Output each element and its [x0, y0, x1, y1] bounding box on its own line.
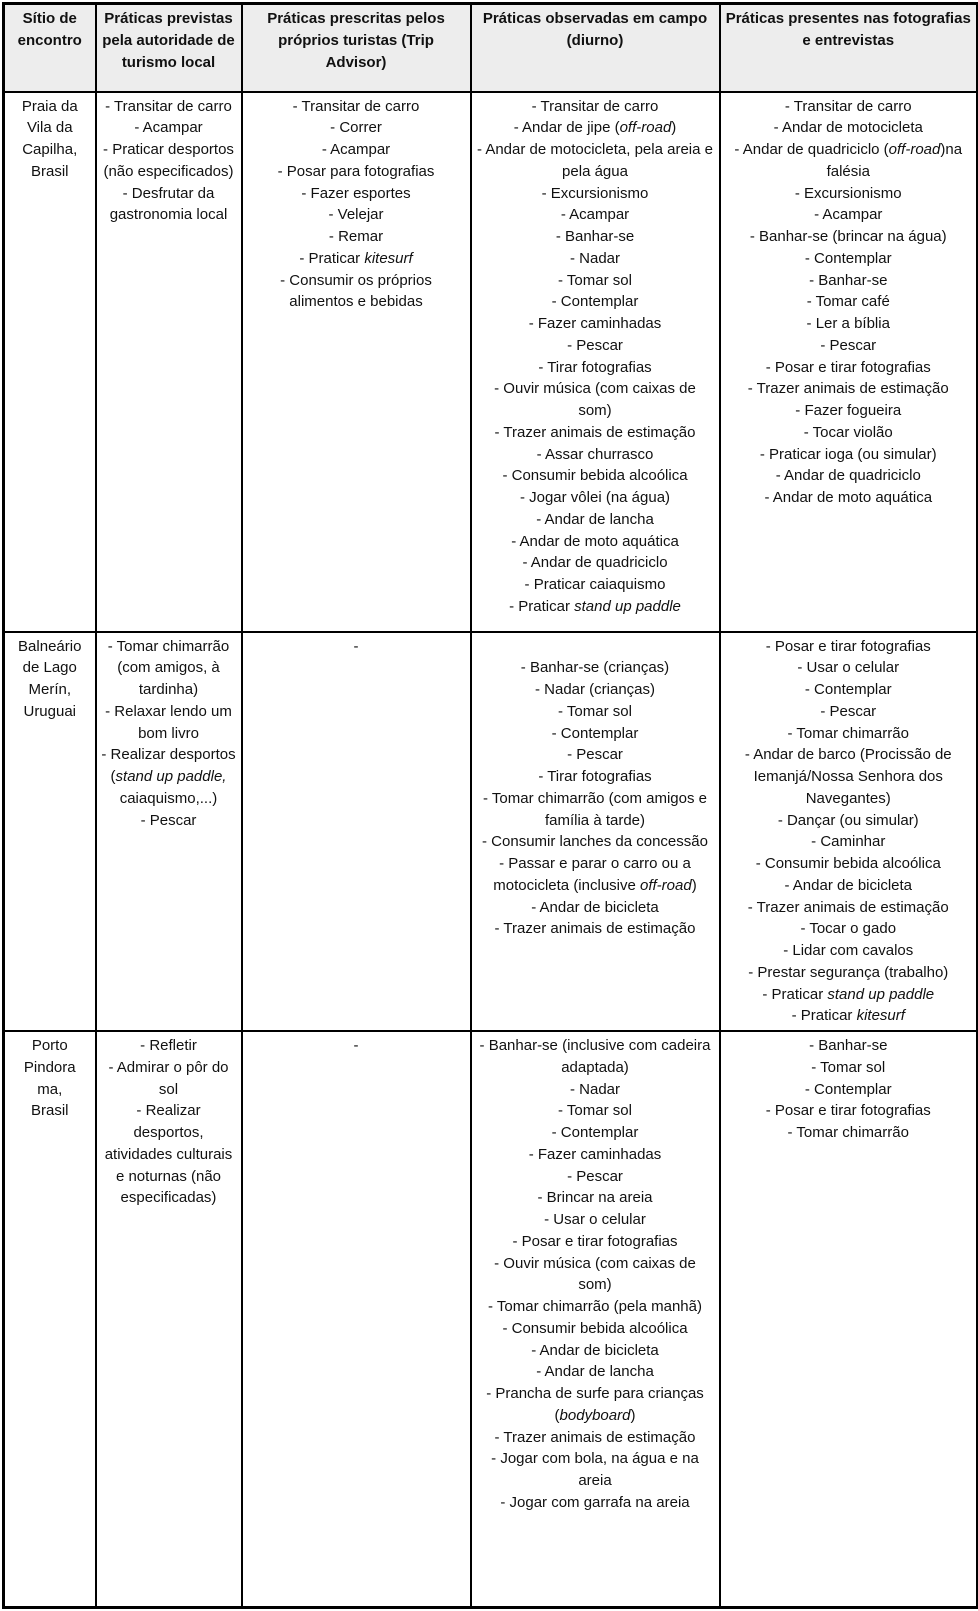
practice-item: - Pescar [820, 336, 877, 354]
practice-item: - Banhar-se (inclusive com cadeira adaptada) [479, 1037, 711, 1076]
practice-item: - Andar de lancha [536, 510, 654, 528]
practice-item: - Ouvir música (com caixas de som) [494, 1254, 696, 1294]
observed-cell [471, 632, 720, 1032]
practice-item: - Contemplar [551, 293, 639, 311]
tripadvisor-cell [242, 1031, 471, 1607]
practice-item: - Andar de quadriciclo (off-road)na falésia [734, 141, 963, 180]
practice-item: - Dançar (ou simular) [777, 811, 919, 829]
practice-item: - Andar de lancha [536, 1363, 654, 1381]
practice-item: - Tirar fotografias [538, 768, 652, 785]
practice-item: - Contemplar [804, 681, 892, 698]
practice-item: - Assar churrasco [536, 445, 654, 463]
practice-item: - Caminhar [811, 833, 886, 851]
site-line: Merín, [28, 681, 71, 698]
practice-item: - Velejar [328, 206, 384, 224]
practice-item: - Andar de bicicleta [531, 1341, 659, 1359]
practice-item: - Contemplar [804, 249, 892, 267]
header-row [4, 4, 978, 92]
authority-cell [96, 1031, 242, 1607]
tripadvisor-cell [242, 92, 471, 632]
practice-item: - Contemplar [551, 724, 639, 742]
practice-item: - Ouvir música (com caixas de som) [494, 380, 696, 419]
practice-item: - Consumir bebida alcoólica [502, 467, 688, 485]
site-line: Brasil [30, 162, 69, 180]
practice-item: - Praticar kitesurf [791, 1007, 905, 1025]
practice-item: - Andar de jipe (off-road) [513, 119, 677, 137]
practice-item: - Transitar de carro [105, 97, 232, 115]
practice-item: - Praticar desportos (não especificados) [103, 141, 234, 180]
practice-item: - Posar e tirar fotografias [512, 1232, 678, 1250]
practice-item: - Praticar stand up paddle [762, 985, 935, 1003]
practice-item: - Tomar chimarrão (com amigos e família à tarde) [483, 789, 707, 829]
practice-item: - Fazer caminhadas [528, 315, 662, 332]
table-row [4, 632, 978, 1032]
practice-item: - Banhar-se [555, 228, 635, 245]
observed-cell [471, 1031, 720, 1607]
practice-item: - Posar para fotografias [277, 162, 435, 180]
site-cell [4, 92, 96, 632]
observed-cell [471, 92, 720, 632]
practice-item: - Andar de moto aquática [764, 489, 933, 506]
practice-item: - Tomar café [806, 293, 890, 311]
practice-item: - Consumir bebida alcoólica [755, 855, 941, 872]
practice-item: - Trazer animais de estimação [747, 898, 949, 916]
practice-item: - Acampar [134, 119, 203, 137]
practice-item: - Andar de motocicleta, pela areia e pela água [477, 141, 713, 180]
practice-item: - Nadar [569, 1080, 621, 1098]
practice-item: - Posar e tirar fotografias [765, 637, 931, 655]
practice-item: - Transitar de carro [292, 97, 420, 115]
practice-item: - Realizar desportos, atividades culturais e noturnas (não especificadas) [104, 1102, 233, 1207]
practice-item: - Posar e tirar fotografias [765, 1102, 931, 1120]
practice-item: - Remar [328, 228, 384, 245]
practice-item: - Banhar-se [809, 271, 888, 289]
practice-item: - [353, 637, 359, 655]
practice-item: - Fazer esportes [301, 184, 411, 202]
practice-item: - Pescar [820, 702, 877, 720]
practice-item: - Passar e parar o carro ou a motocicleta (inclusive off-road) [493, 855, 697, 894]
site-line: ma, [37, 1080, 63, 1098]
practice-item [476, 636, 715, 658]
header-authority: Práticas previstas pela autoridade de turismo local [96, 4, 242, 92]
practice-item: - Acampar [560, 206, 630, 224]
practice-item: - Andar de motocicleta [773, 119, 923, 137]
practice-item: - Trazer animais de estimação [494, 423, 696, 441]
practice-item: - Fazer fogueira [795, 402, 902, 419]
practice-item: - Realizar desportos (stand up paddle, caiaquismo,...) [101, 746, 236, 807]
practice-item: - Ler a bíblia [806, 315, 890, 332]
practice-item: - Pescar [567, 746, 623, 764]
header-observed: Práticas observadas em campo (diurno) [471, 4, 720, 92]
practice-item: - Andar de moto aquática [511, 532, 679, 550]
practice-item: - Tirar fotografias [538, 358, 652, 376]
practice-item: - Nadar [569, 249, 621, 267]
site-line: Vila da [26, 119, 73, 137]
practice-item: - Nadar (crianças) [534, 681, 656, 698]
practice-item: - Andar de quadriciclo [522, 554, 668, 572]
practice-item: - Acampar [814, 206, 883, 224]
practice-item: - Trazer animais de estimação [494, 1428, 696, 1446]
site-cell [4, 632, 96, 1032]
site-line: Praia da [21, 97, 78, 115]
practice-item: - Banhar-se (brincar na água) [749, 228, 947, 245]
practice-item: - Tomar chimarrão (pela manhã) [488, 1298, 702, 1315]
practice-item: - Usar o celular [544, 1211, 646, 1228]
practice-item: - Praticar caiaquismo [524, 576, 666, 593]
table-body [4, 92, 978, 1608]
practice-item: - Excursionismo [794, 184, 902, 202]
practice-item: - [353, 1037, 359, 1054]
practice-item: - Praticar ioga (ou simular) [759, 445, 937, 463]
practice-item: - Correr [330, 119, 382, 137]
table-row [4, 1031, 978, 1607]
practice-item: - Tomar sol [558, 271, 632, 289]
practice-item: - Jogar vôlei (na água) [519, 489, 671, 506]
practice-item: - Refletir [140, 1037, 197, 1054]
practice-item: - Contemplar [551, 1124, 639, 1141]
practice-item: - Admirar o pôr do sol [108, 1058, 229, 1098]
practice-item: - Andar de barco (Procissão de Iemanjá/Nossa Senhora dos Navegantes) [744, 746, 952, 807]
photos-cell [720, 632, 978, 1032]
authority-cell [96, 92, 242, 632]
practice-item: - Desfrutar da gastronomia local [109, 184, 228, 224]
practice-item: - Pescar [140, 811, 197, 829]
site-line: Brasil [30, 1102, 69, 1120]
practice-item: - Tomar chimarrão (com amigos, à tardinha) [107, 637, 230, 698]
practice-item: - Tocar violão [803, 423, 893, 441]
practice-item: - Prestar segurança (trabalho) [748, 963, 949, 981]
site-line: de Lago [22, 659, 77, 677]
practice-item: - Trazer animais de estimação [494, 920, 696, 938]
practice-item: - Jogar com bola, na água e na areia [491, 1450, 699, 1489]
practice-item: - Brincar na areia [537, 1189, 653, 1207]
practice-item: - Pescar [567, 1167, 623, 1185]
practice-item: - Lidar com cavalos [783, 942, 914, 959]
site-line: Pindora [23, 1058, 76, 1076]
practice-item: - Praticar stand up paddle [509, 597, 681, 615]
practice-item: - Transitar de carro [531, 97, 659, 115]
header-tripadvisor: Práticas prescritas pelos próprios turistas (Trip Advisor) [242, 4, 471, 92]
practice-item: - Consumir os próprios alimentos e bebidas [280, 271, 432, 311]
practice-item: - Prancha de surfe para crianças (bodyboard) [486, 1385, 704, 1424]
practice-item: - Tomar chimarrão [787, 724, 909, 742]
site-line: Uruguai [23, 702, 77, 720]
header-photos: Práticas presentes nas fotografias e entrevistas [720, 4, 978, 92]
practice-item: - Tomar sol [558, 1102, 632, 1120]
photos-cell [720, 92, 978, 632]
site-cell [4, 1031, 96, 1607]
practice-item: - Consumir bebida alcoólica [502, 1319, 688, 1337]
practice-item: - Tomar sol [558, 702, 632, 720]
practice-item: - Jogar com garrafa na areia [500, 1493, 690, 1511]
practice-item: - Andar de bicicleta [784, 876, 913, 894]
practice-item: - Transitar de carro [784, 97, 912, 115]
header-site: Sítio de encontro [4, 4, 96, 92]
practice-item: - Pescar [567, 336, 623, 354]
site-line: Capilha, [22, 141, 78, 158]
practice-item: - Usar o celular [797, 659, 900, 677]
table-row [4, 92, 978, 632]
site-line: Balneário [18, 637, 82, 655]
practice-item: - Banhar-se [809, 1037, 888, 1054]
practice-item: - Andar de bicicleta [531, 898, 659, 916]
practice-item: - Banhar-se (crianças) [520, 659, 670, 677]
tripadvisor-cell [242, 632, 471, 1032]
practice-item: - Praticar kitesurf [299, 249, 413, 267]
table-header [4, 4, 978, 92]
practice-item: - Posar e tirar fotografias [765, 358, 931, 376]
practice-item: - Acampar [321, 141, 391, 158]
practice-item: - Excursionismo [541, 184, 649, 202]
practices-table [2, 2, 978, 1609]
practice-item: - Tomar chimarrão [787, 1124, 909, 1141]
practice-item: - Trazer animais de estimação [747, 380, 949, 398]
practice-item: - Andar de quadriciclo [775, 467, 921, 485]
practice-item: - Contemplar [804, 1080, 892, 1098]
practice-item: - Consumir lanches da concessão [482, 833, 708, 851]
practice-item: - Tocar o gado [800, 920, 897, 938]
practice-item: - Tomar sol [811, 1058, 886, 1076]
practice-item: - Fazer caminhadas [528, 1145, 662, 1163]
photos-cell [720, 1031, 978, 1607]
practice-item: - Relaxar lendo um bom livro [105, 702, 232, 742]
site-line: Porto [31, 1037, 68, 1054]
authority-cell [96, 632, 242, 1032]
